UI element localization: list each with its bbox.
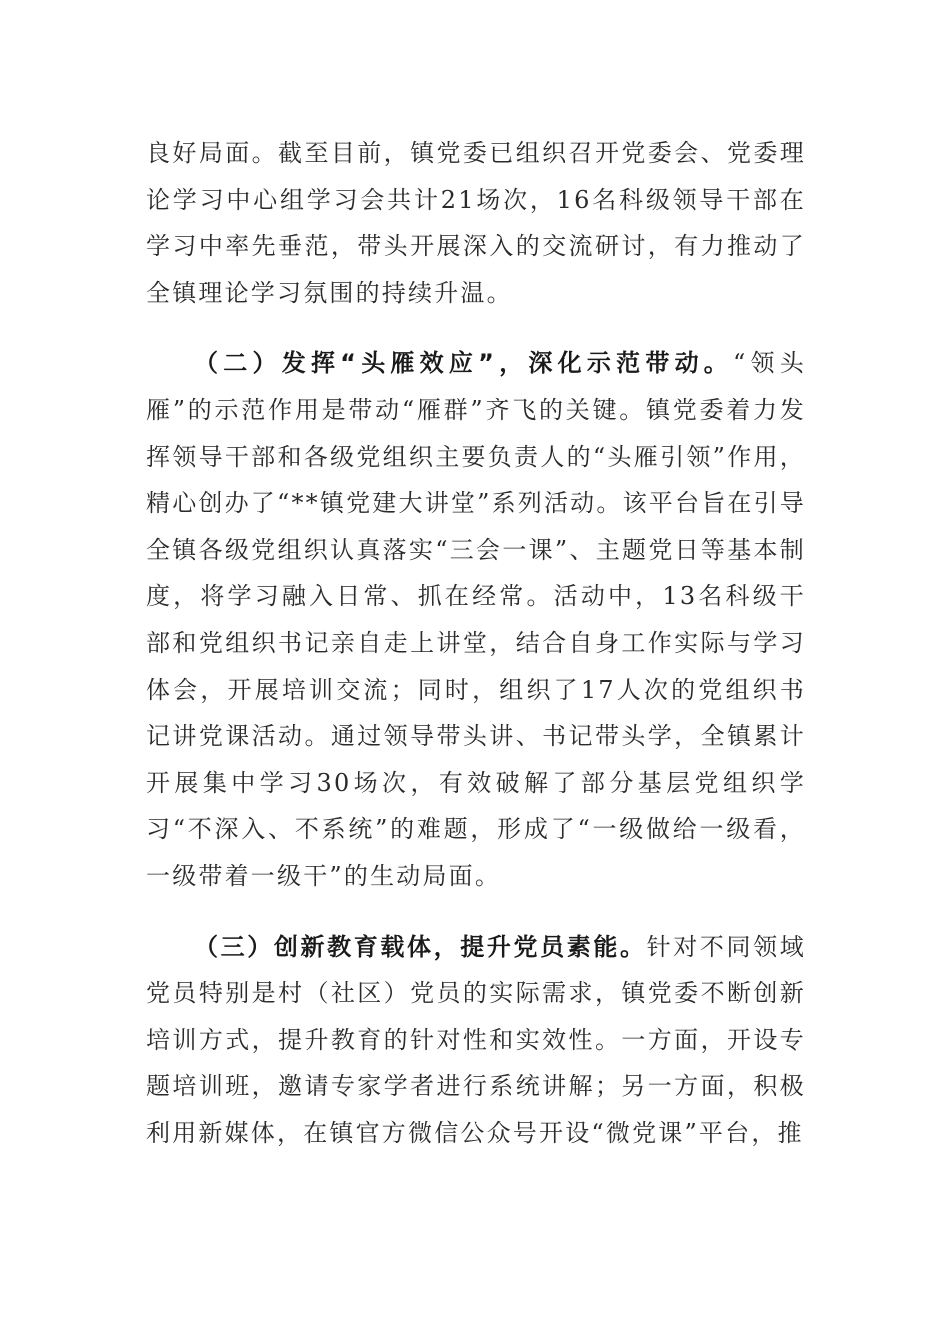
section-heading-2: （二）发挥“头雁效应”，深化示范带动。 <box>194 349 734 378</box>
document-body <box>146 130 806 1180</box>
paragraph-2-text: “领头雁”的示范作用是带动“雁群”齐飞的关键。镇党委着力发挥领导干部和各级党组织主要负责人的“头雁引领”作用，精心创办了“**镇党建大讲堂”系列活动。该平台旨在引导全镇各级党组织认真落实“三会一课”、主题党日等基本制度，将学习融入日常、抓在经常。活动中，13名科级干部和党组织书记亲自走上讲堂，结合自身工作实际与学习体会，开展培训交流；同时，组织了17人次的党组织书记讲党课活动。通过领导带头讲、书记带头学，全镇累计开展集中学习30场次，有效破解了部分基层党组织学习“不深入、不系统”的难题，形成了“一级做给一级看，一级带着一级干”的生动局面。 <box>146 349 806 890</box>
paragraph-2 <box>146 340 806 899</box>
paragraph-3-text: 针对不同领域党员特别是村（社区）党员的实际需求，镇党委不断创新培训方式，提升教育的针对性和实效性。一方面，开设专题培训班，邀请专家学者进行系统讲解；另一方面，积极利用新媒体，在镇官方微信公众号开设“微党课”平台，推 <box>146 932 806 1147</box>
paragraph-1-text: 良好局面。截至目前，镇党委已组织召开党委会、党委理论学习中心组学习会共计21场次，16名科级领导干部在学习中率先垂范，带头开展深入的交流研讨，有力推动了全镇理论学习氛围的持续升温。 <box>146 139 806 307</box>
section-heading-3: （三）创新教育载体，提升党员素能。 <box>194 932 647 961</box>
paragraph-3 <box>146 924 806 1157</box>
paragraph-1 <box>146 130 806 316</box>
